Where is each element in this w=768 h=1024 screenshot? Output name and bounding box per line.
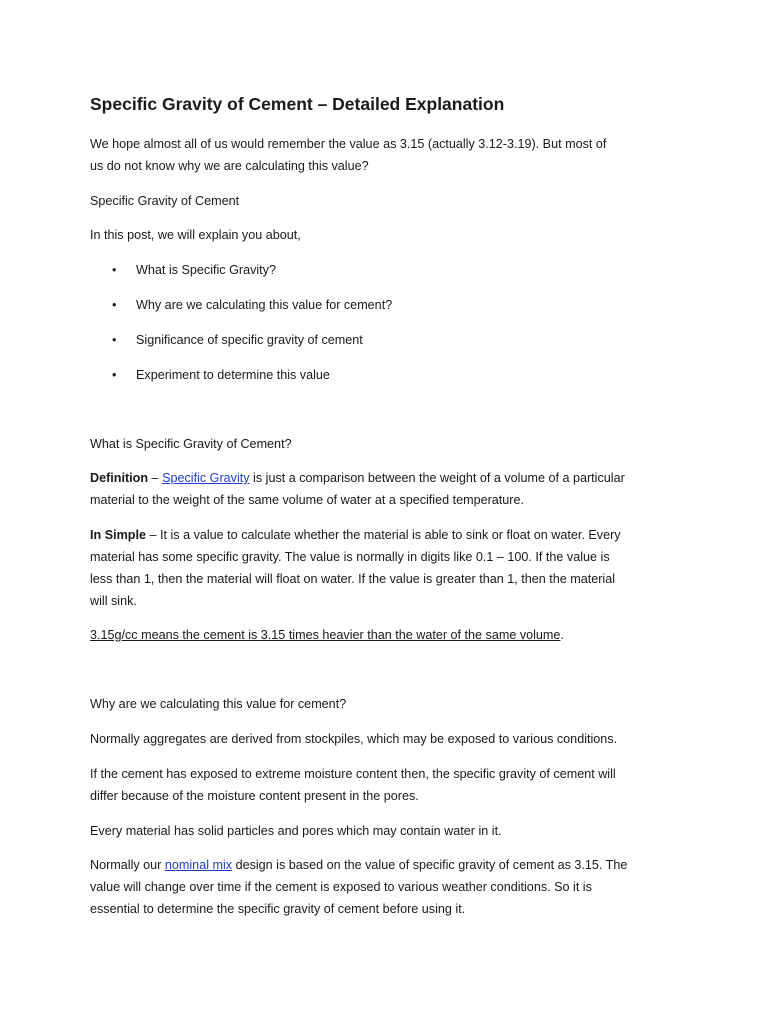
document-title: Specific Gravity of Cement – Detailed Explanation bbox=[90, 94, 505, 114]
underlined-statement-paragraph bbox=[90, 624, 682, 646]
subtitle: Specific Gravity of Cement bbox=[90, 194, 240, 208]
bullet-icon: • bbox=[112, 263, 117, 277]
list-item bbox=[112, 364, 330, 386]
definition-paragraph bbox=[90, 467, 682, 511]
nominal-mix-paragraph bbox=[90, 854, 682, 920]
nominal-mix-text-1: design is based on the value of specific gravity of cement as 3.15. The bbox=[232, 858, 628, 872]
bullet-icon: • bbox=[112, 333, 117, 347]
intro-paragraph bbox=[90, 133, 682, 177]
underlined-statement: 3.15g/cc means the cement is 3.15 times heavier than the water of the same volume bbox=[90, 628, 561, 642]
nominal-mix-link[interactable]: nominal mix bbox=[164, 858, 233, 872]
list-item-text: Significance of specific gravity of cement bbox=[136, 333, 363, 347]
section-1-heading: What is Specific Gravity of Cement? bbox=[90, 437, 292, 451]
nominal-mix-text-3: essential to determine the specific gravity of cement before using it. bbox=[90, 902, 466, 916]
moisture-paragraph bbox=[90, 763, 682, 807]
nominal-mix-text-2: value will change over time if the cement is exposed to various weather conditions. So it is bbox=[90, 880, 592, 894]
intro-line-1: We hope almost all of us would remember the value as 3.15 (actually 3.12-3.19). But most of bbox=[90, 137, 607, 151]
in-simple-text-3: less than 1, then the material will float on water. If the value is greater than 1, then the material bbox=[90, 572, 616, 586]
moisture-line-1: If the cement has exposed to extreme moisture content then, the specific gravity of cement will bbox=[90, 767, 616, 781]
moisture-line-2: differ because of the moisture content present in the pores. bbox=[90, 789, 419, 803]
definition-text-2: material to the weight of the same volume of water at a specified temperature. bbox=[90, 493, 525, 507]
specific-gravity-link[interactable]: Specific Gravity bbox=[162, 471, 250, 485]
underlined-period: . bbox=[560, 628, 564, 642]
section-2-heading: Why are we calculating this value for cement? bbox=[90, 697, 347, 711]
list-item-text: Experiment to determine this value bbox=[136, 368, 330, 382]
intro-line-2: us do not know why we are calculating this value? bbox=[90, 159, 369, 173]
list-item bbox=[112, 329, 363, 351]
in-simple-text-2: material has some specific gravity. The value is normally in digits like 0.1 – 100. If the value is bbox=[90, 550, 610, 564]
bullet-icon: • bbox=[112, 368, 117, 382]
list-item bbox=[112, 259, 276, 281]
in-simple-text-4: will sink. bbox=[90, 594, 137, 608]
in-simple-label: In Simple bbox=[90, 528, 146, 542]
post-intro: In this post, we will explain you about, bbox=[90, 228, 301, 242]
particles-paragraph: Every material has solid particles and pores which may contain water in it. bbox=[90, 824, 502, 838]
list-item-text: What is Specific Gravity? bbox=[136, 263, 276, 277]
list-item-text: Why are we calculating this value for cement? bbox=[136, 298, 393, 312]
definition-text-1: is just a comparison between the weight of a volume of a particular bbox=[249, 471, 625, 485]
nominal-mix-start: Normally our bbox=[90, 858, 165, 872]
aggregates-paragraph: Normally aggregates are derived from stockpiles, which may be exposed to various conditions. bbox=[90, 732, 618, 746]
definition-dash: – bbox=[148, 471, 163, 485]
in-simple-text-1: – It is a value to calculate whether the material is able to sink or float on water. Every bbox=[145, 528, 621, 542]
bullet-icon: • bbox=[112, 298, 117, 312]
in-simple-paragraph bbox=[90, 524, 682, 612]
list-item bbox=[112, 294, 392, 316]
definition-label: Definition bbox=[90, 471, 149, 485]
